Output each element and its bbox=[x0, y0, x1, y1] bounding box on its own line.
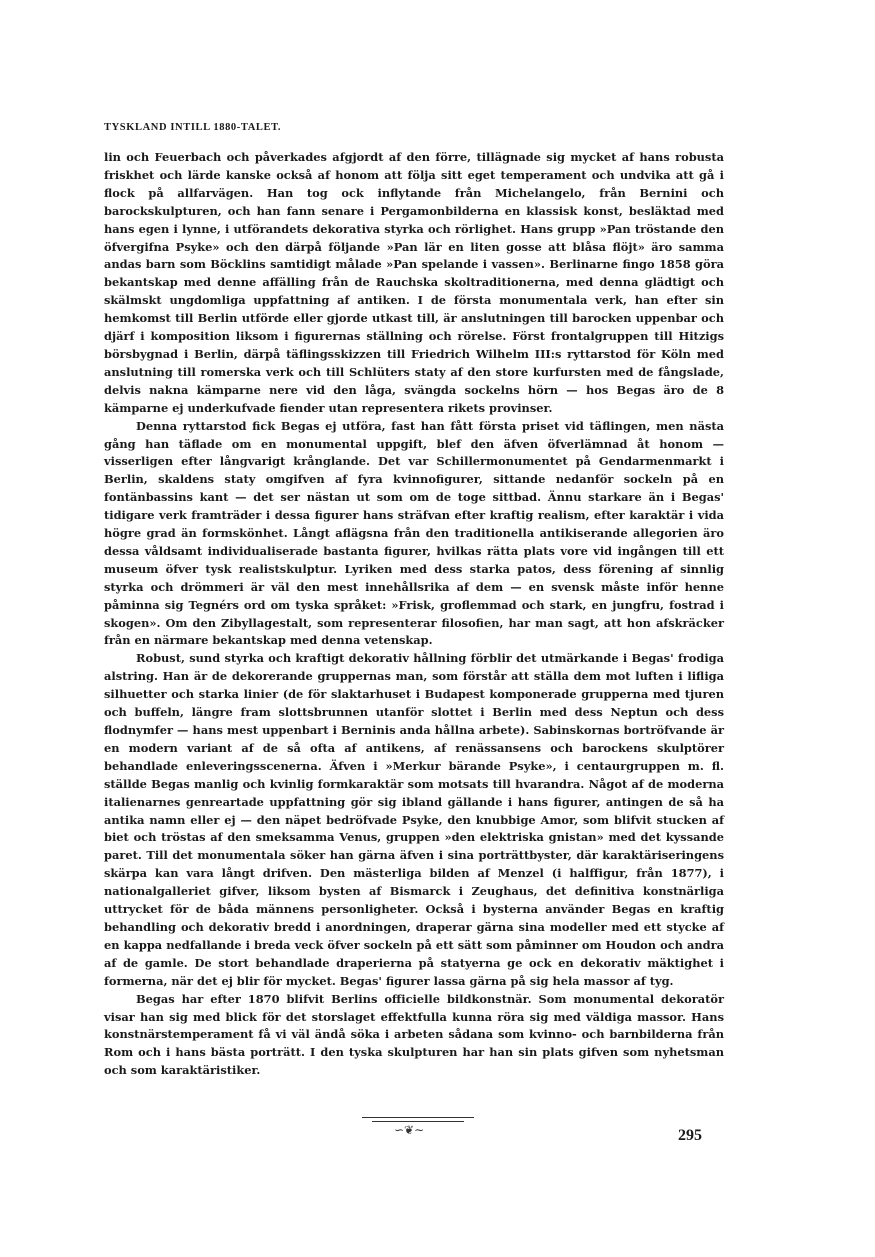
page-number: 295 bbox=[678, 1127, 702, 1144]
body-text bbox=[104, 149, 724, 1080]
footer-rule bbox=[372, 1121, 464, 1122]
paragraph-4: Begas har efter 1870 blifvit Berlins officielle bildkonstnär. Som monumental dekoratör visar han sig med blick för det storslaget effektfulla kunna röra sig med väldiga massor. Hans konstnärstemperament få vi väl ändå söka i arbeten sådana som kvinno- och barnbilderna från Rom och i hans bästa porträtt. I den tyska skulpturen har han sin plats gifven som nyhetsman och som karaktäristiker. bbox=[104, 991, 724, 1078]
page-footer bbox=[104, 1117, 724, 1157]
page bbox=[104, 122, 724, 1080]
running-head: TYSKLAND INTILL 1880-TALET. bbox=[104, 122, 282, 133]
paragraph-3: Robust, sund styrka och kraftigt dekorativ hållning förblir det utmärkande i Begas' frodiga alstring. Han är de dekorerande gruppernas man, som förstår att ställa dem mot luften i lifliga silhuetter och starka linier (de för slaktarhuset i Budapest komponerade grupperna med tjuren och buffeln, längre fram slottsbrunnen utanför slottet i Berlin med dess Neptun och dess flodnymfer — hans mest uppenbart i Berninis anda hållna arbete). Sabinskornas bortröfvande är en modern variant af de så ofta af antikens, af renässansens och barockens skulptörer behandlade enleveringsscenerna. Äfven i »Merkur bärande Psyke», i centaurgruppen m. fl. ställde Begas manlig och kvinlig formkaraktär som motsats till hvarandra. Något af de moderna italienarnes genreartade uppfattning gör sig ibland gällande i hans figurer, antingen de så ha antika namn eller ej — den näpet bedröfvade Psyke, den knubbige Amor, som blifvit stucken af biet och tröstas af den smeksamma Venus, gruppen »den elektriska gnistan» med det kyssande paret. Till det monumentala söker han gärna äfven i sina porträttbyster, där karaktäriseringens skärpa kan vara långt drifven. Den mästerliga bilden af Menzel (i halffigur, från 1877), i nationalgalleriet gifver, liksom bysten af Bismarck i Zeughaus, det definitiva konstnärliga uttrycket för de båda männens personligheter. Också i bysterna använder Begas en kraftig behandling och dekorativ bredd i anordningen, draperar gärna sina modeller med ett stycke af en kappa nedfallande i breda veck öfver sockeln på ett sätt som påminner om Houdon och andra af de gamle. De stort behandlade draperierna på statyerna ge ock en dekorativ mäktighet i formerna, när det ej blir för mycket. Begas' figurer lassa gärna på sig hela massor af tyg. bbox=[104, 651, 724, 988]
paragraph-2: Denna ryttarstod fick Begas ej utföra, fast han fått första priset vid täflingen, men nästa gång han täflade om en monumental uppgift, blef den äfven öfverlämnad åt honom — visserligen efter långvarigt krånglande. Det var Schillermonumentet på Gendarmenmarkt i Berlin, skaldens staty omgifven af fyra kvinnofigurer, sittande nedanför sockeln på en fontänbassins kant — det ser nästan ut som om de toge sittbad. Ännu starkare än i Begas' tidigare verk framträder i dessa figurer hans sträfvan efter kraftig realism, efter karaktär i vida högre grad än formskönhet. Långt aflägsna från den traditionella antikiserande allegorien äro dessa våldsamt individualiserade bastanta figurer, hvilkas rätta plats vore vid ingången till ett museum öfver tysk realistskulptur. Lyriken med dess starka patos, dess förening af sinnlig styrka och drömmeri är väl den mest innehållsrika af dem — en svensk måste inför henne påminna sig Tegnérs ord om tyska språket: »Frisk, groflemmad och stark, en jungfru, fostrad i skogen». Om den Zibyllagestalt, som representerar filosofien, har man sagt, att hon afskräcker från en närmare bekantskap med denna vetenskap. bbox=[104, 418, 724, 648]
ornament-icon: ∽❦∼ bbox=[394, 1123, 425, 1137]
footer-rule bbox=[362, 1117, 474, 1118]
paragraph-1: lin och Feuerbach och påverkades afgjordt af den förre, tillägnade sig mycket af hans robusta friskhet och lärde kanske också af honom att följa sitt eget temperament och undvika att gå i flock på allfarvägen. Han tog ock inflytande från Michelangelo, från Bernini och barockskulpturen, och han fann senare i Pergamonbilderna en klassisk konst, besläktad med hans egen i lynne, i utförandets dekorativa styrka och rörlighet. Hans grupp »Pan tröstande den öfvergifna Psyke» och den därpå följande »Pan lär en liten gosse att blåsa flöjt» äro samma andas barn som Böcklins samtidigt målade »Pan spelande i vassen». Berlinarne fingo 1858 göra bekantskap med denne affälling från de Rauchska skoltraditionerna, med denna glädtigt och skälmskt ungdomliga uppfattning af antiken. I de första monumentala verk, han efter sin hemkomst till Berlin utförde eller gjorde utkast till, är anslutningen till barocken uppenbar och djärf i komposition liksom i figurernas ställning och rörelse. Först frontalgruppen till Hitzigs börsbygnad i Berlin, därpå täflingsskizzen till Friedrich Wilhelm III:s ryttarstod för Köln med anslutning till romerska verk och till Schlüters staty af den store kurfursten med de fångslade, delvis nakna kämparne nere vid den låga, svängda sockelns hörn — hos Begas äro de 8 kämparne ej underkufvade fiender utan representera rikets provinser. bbox=[104, 150, 724, 415]
